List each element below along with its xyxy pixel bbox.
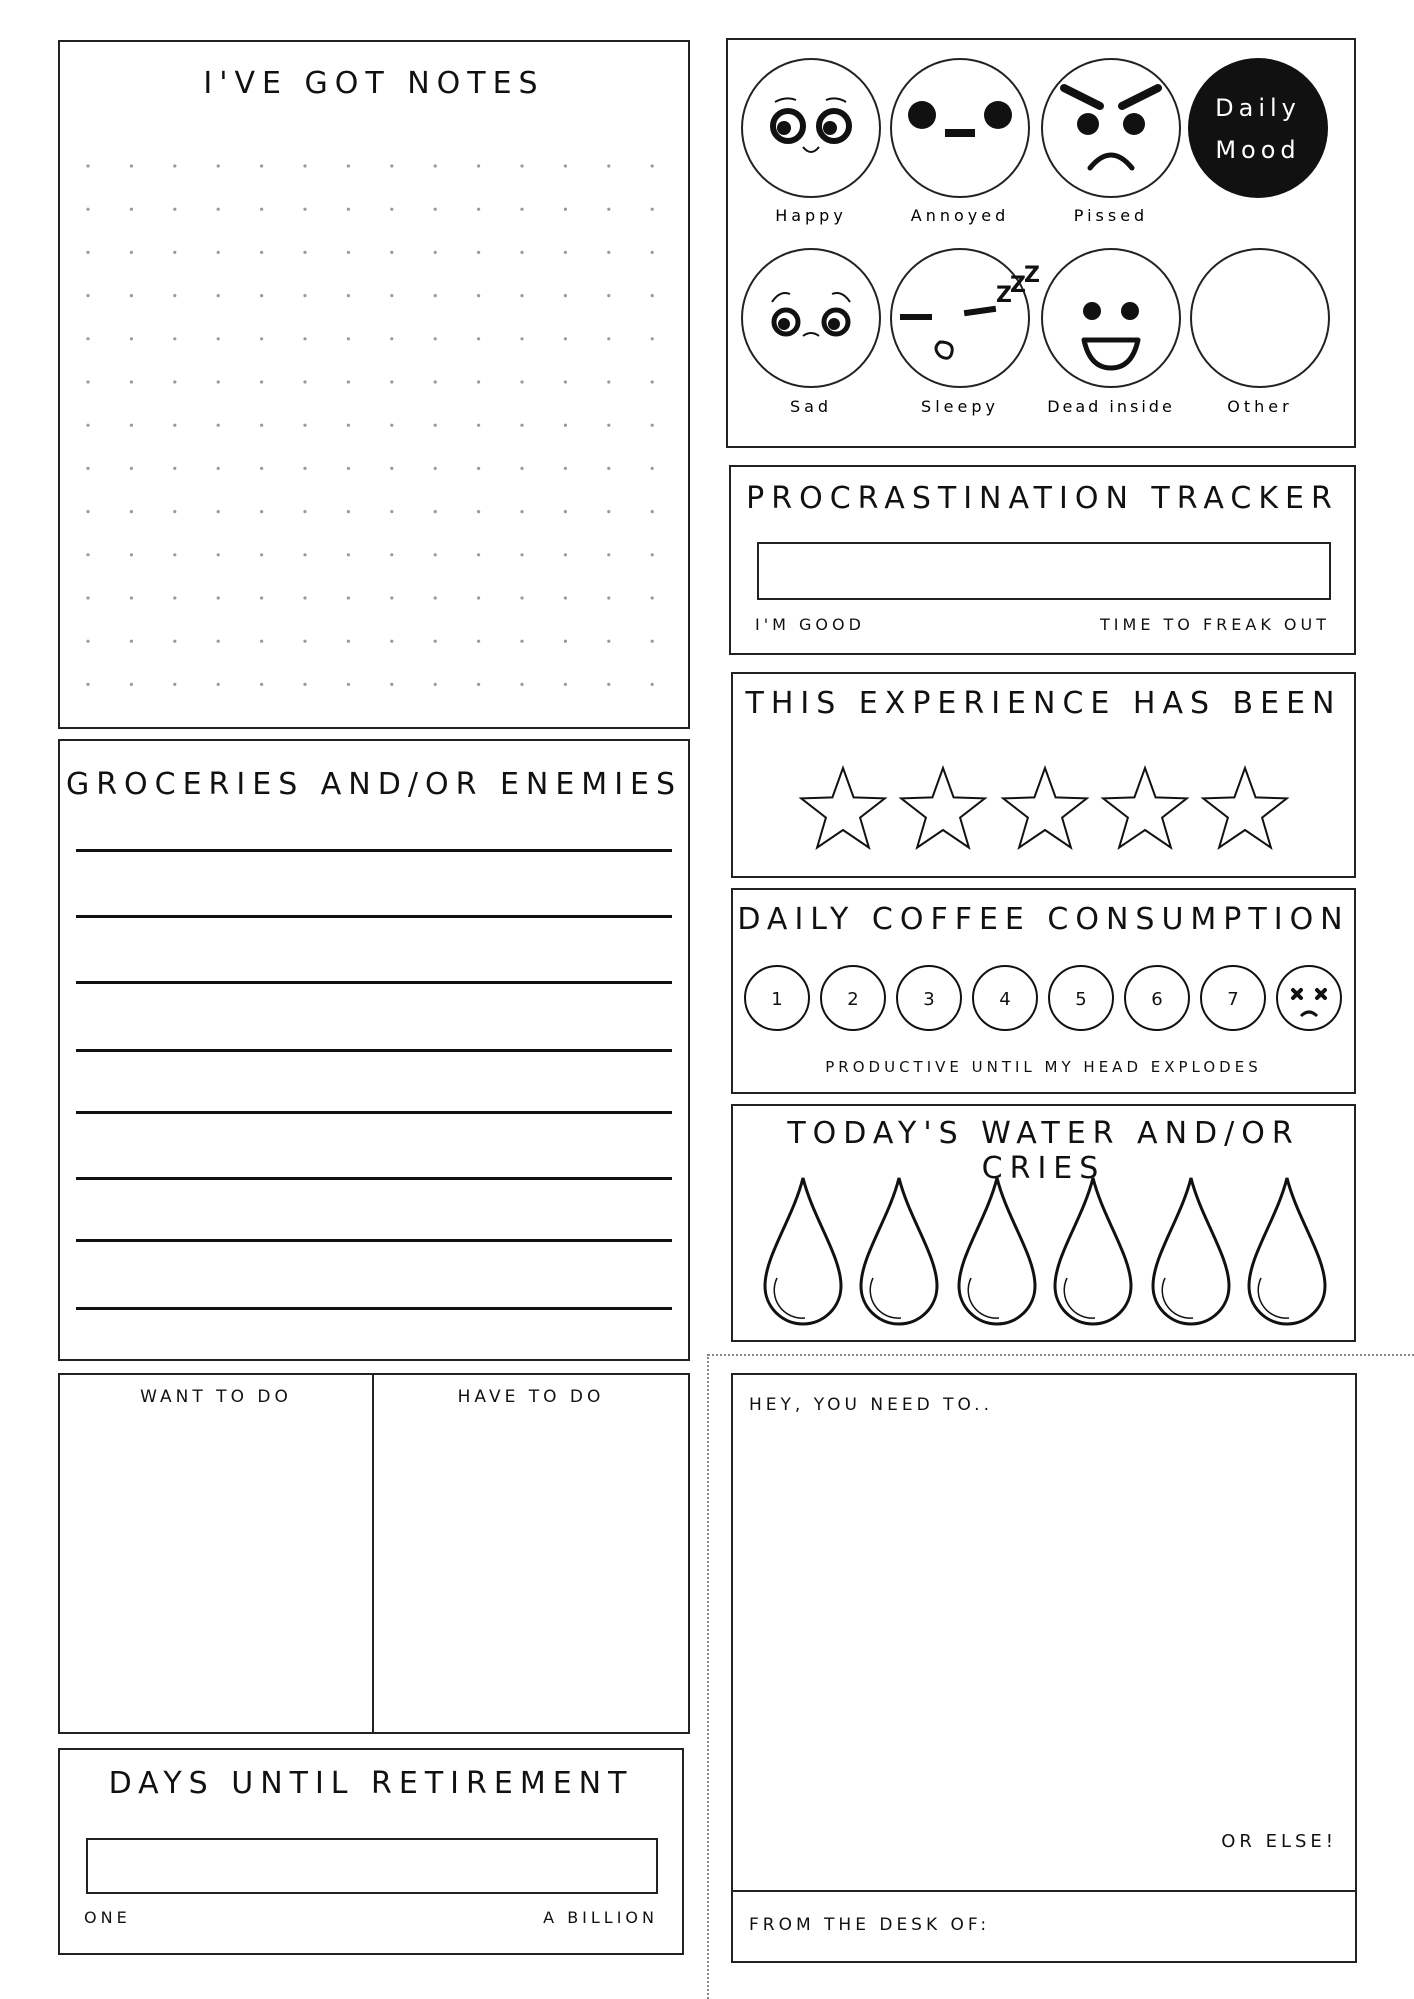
mood-label-annoyed: Annoyed (910, 206, 1010, 225)
coffee-number: 4 (999, 989, 1011, 1010)
coffee-cup-7[interactable] (1201, 966, 1265, 1030)
coffee-number: 6 (1151, 989, 1163, 1010)
want-to-do-area[interactable] (64, 1419, 368, 1729)
mood-label-dead-inside: Dead inside (1047, 397, 1175, 416)
water-drop-icon-3[interactable] (959, 1178, 1035, 1324)
have-to-do-label: HAVE TO DO (457, 1387, 605, 1407)
dead-inside-face-icon[interactable] (1042, 249, 1180, 387)
daily-mood-badge (1188, 58, 1328, 198)
happy-face-icon[interactable] (742, 59, 880, 197)
water-drop-icon-4[interactable] (1055, 1178, 1131, 1324)
coffee-number: 3 (923, 989, 935, 1010)
retirement-progress-bar[interactable] (86, 1838, 658, 1894)
sleepy-face-icon[interactable] (891, 249, 1040, 387)
star-icon-3[interactable] (1003, 768, 1087, 848)
coffee-number: 7 (1227, 989, 1239, 1010)
pissed-face-icon[interactable] (1042, 59, 1180, 197)
coffee-cup-4[interactable] (973, 966, 1037, 1030)
coffee-number: 2 (847, 989, 859, 1010)
grocery-line[interactable] (76, 1307, 672, 1310)
procrastination-min-label: I'M GOOD (755, 615, 865, 634)
mood-label-happy: Happy (775, 206, 847, 225)
daily-mood-badge-line2: Mood (1215, 136, 1301, 164)
star-icon-2[interactable] (901, 768, 985, 848)
have-to-do-area[interactable] (378, 1419, 684, 1729)
svg-text:Z: Z (1024, 263, 1040, 288)
cut-line-vertical (707, 1354, 709, 1999)
water-title: TODAY'S WATER AND/OR CRIES (787, 1116, 1300, 1186)
procrastination-progress-bar[interactable] (757, 542, 1331, 600)
grocery-line[interactable] (76, 1239, 672, 1242)
water-drop-icon-2[interactable] (861, 1178, 937, 1324)
coffee-number: 1 (771, 989, 783, 1010)
svg-text:Z: Z (1010, 273, 1026, 298)
coffee-number: 5 (1075, 989, 1087, 1010)
experience-title: THIS EXPERIENCE HAS BEEN (745, 686, 1342, 721)
todo-divider (372, 1375, 374, 1732)
memo-heading: HEY, YOU NEED TO.. (749, 1395, 993, 1415)
notes-section (58, 40, 690, 729)
groceries-title: GROCERIES AND/OR ENEMIES (65, 767, 683, 802)
retirement-min-label: ONE (84, 1908, 131, 1927)
mood-label-pissed: Pissed (1073, 206, 1149, 225)
svg-text:Z: Z (996, 283, 1012, 308)
procrastination-max-label: TIME TO FREAK OUT (1100, 615, 1330, 634)
grocery-line[interactable] (76, 915, 672, 918)
sad-face-icon[interactable] (742, 249, 880, 387)
memo-divider (733, 1890, 1355, 1892)
memo-from-label: FROM THE DESK OF: (749, 1915, 991, 1935)
memo-writing-area[interactable] (741, 1427, 1347, 1837)
mood-grid (728, 40, 1354, 446)
star-icon-1[interactable] (801, 768, 885, 848)
coffee-cup-1[interactable] (745, 966, 809, 1030)
mood-label-other: Other (1227, 397, 1293, 416)
coffee-cup-2[interactable] (821, 966, 885, 1030)
water-section (731, 1104, 1356, 1342)
exploded-head-icon[interactable] (1277, 966, 1341, 1030)
grocery-line[interactable] (76, 1177, 672, 1180)
coffee-cup-5[interactable] (1049, 966, 1113, 1030)
todo-section (58, 1373, 690, 1734)
coffee-cups (733, 962, 1354, 1072)
water-drop-icon-5[interactable] (1153, 1178, 1229, 1324)
cut-line-horizontal (708, 1354, 1414, 1356)
star-icon-5[interactable] (1203, 768, 1287, 848)
water-drop-icon-6[interactable] (1249, 1178, 1325, 1324)
memo-or-else: OR ELSE! (1221, 1831, 1337, 1852)
notes-title: I'VE GOT NOTES (203, 66, 545, 101)
annoyed-face-icon[interactable] (891, 59, 1029, 197)
coffee-cup-6[interactable] (1125, 966, 1189, 1030)
memo-section (731, 1373, 1357, 1963)
grocery-line[interactable] (76, 1049, 672, 1052)
coffee-section (731, 888, 1356, 1094)
groceries-section (58, 739, 690, 1361)
want-to-do-label: WANT TO DO (140, 1387, 292, 1407)
coffee-title: DAILY COFFEE CONSUMPTION (737, 902, 1350, 937)
dot-grid[interactable] (60, 122, 688, 722)
daily-mood-section (726, 38, 1356, 448)
mood-label-sleepy: Sleepy (921, 397, 999, 416)
star-rating (733, 754, 1354, 874)
water-drops (733, 1166, 1354, 1336)
retirement-section (58, 1748, 684, 1955)
coffee-cup-3[interactable] (897, 966, 961, 1030)
mood-label-sad: Sad (789, 397, 833, 416)
retirement-max-label: A BILLION (543, 1908, 658, 1927)
other-mood-icon[interactable] (1191, 249, 1329, 387)
water-drop-icon-1[interactable] (765, 1178, 841, 1324)
procrastination-title: PROCRASTINATION TRACKER (746, 481, 1339, 516)
daily-mood-badge-line1: Daily (1215, 94, 1301, 122)
retirement-title: DAYS UNTIL RETIREMENT (108, 1766, 634, 1801)
grocery-line[interactable] (76, 981, 672, 984)
grocery-line[interactable] (76, 1111, 672, 1114)
coffee-caption: PRODUCTIVE UNTIL MY HEAD EXPLODES (825, 1058, 1262, 1076)
procrastination-section (729, 465, 1356, 655)
grocery-line[interactable] (76, 849, 672, 852)
experience-section (731, 672, 1356, 878)
star-icon-4[interactable] (1103, 768, 1187, 848)
